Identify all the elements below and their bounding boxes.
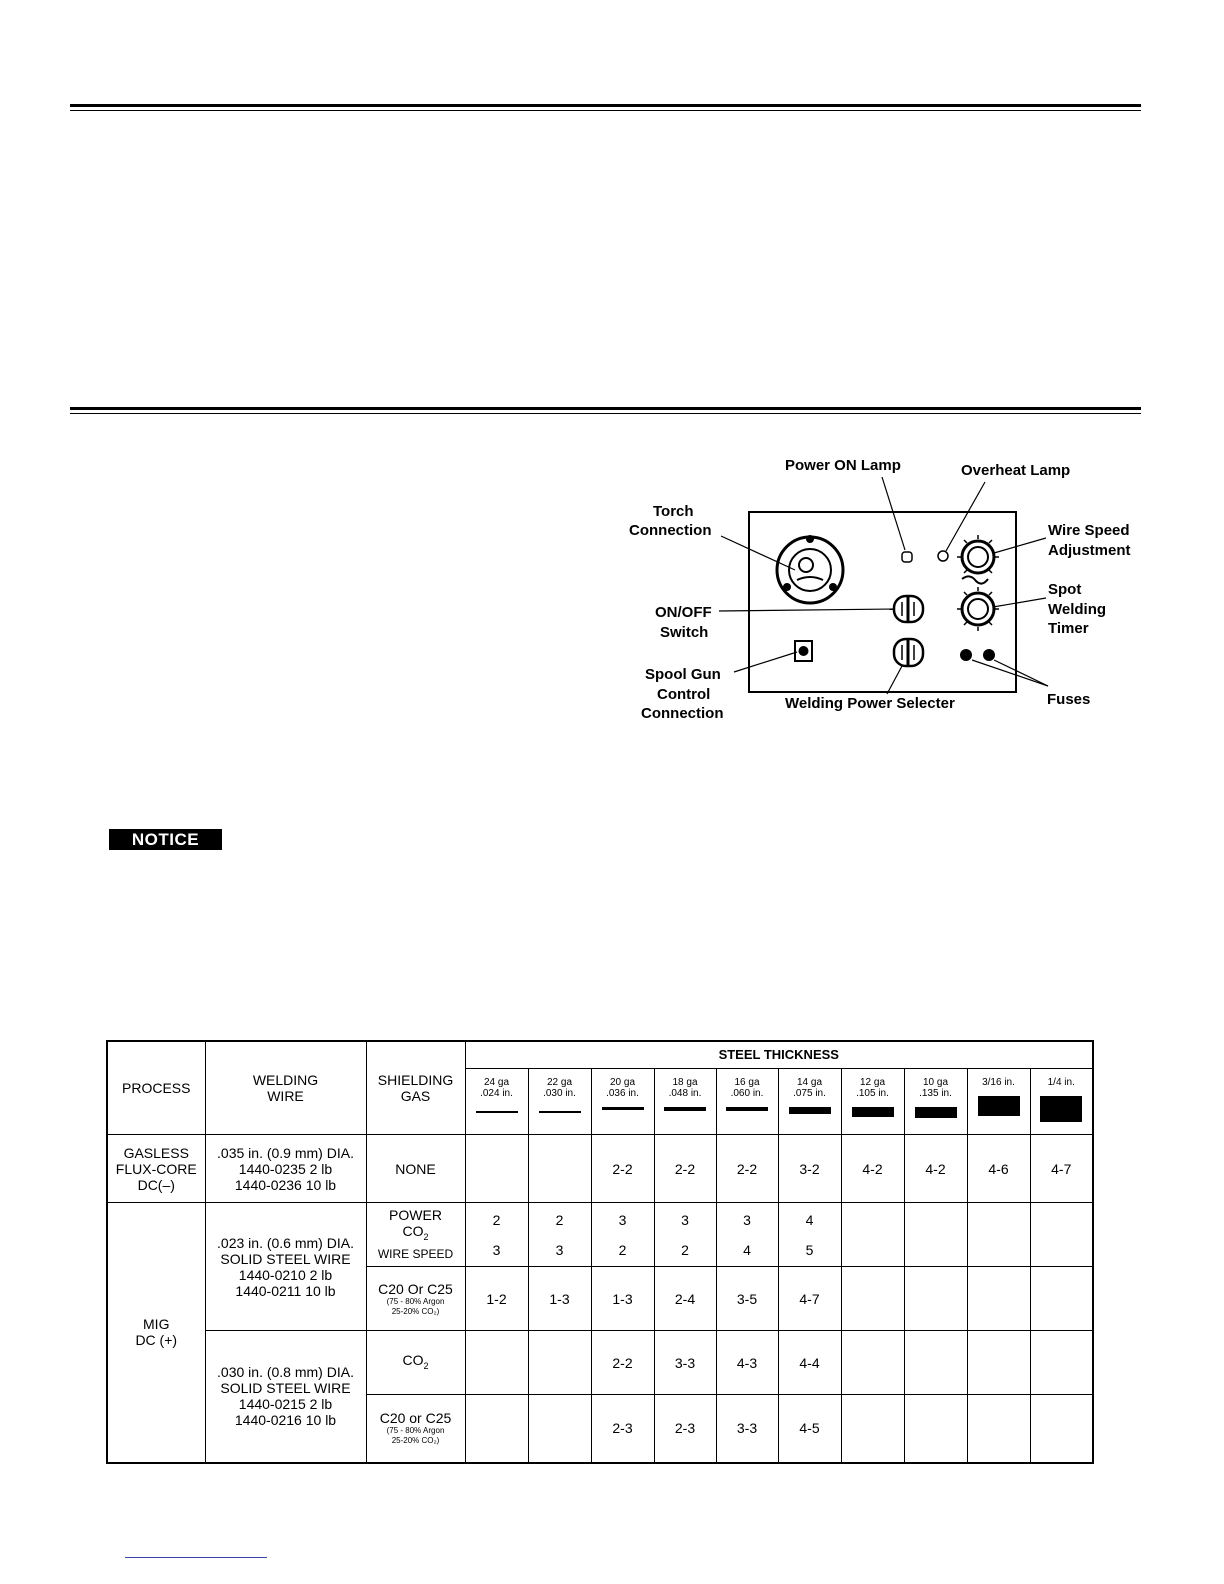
co2-power-gas-cell: POWER $CO_2$ WIRE SPEED — [366, 1203, 465, 1267]
gauge-header-cell — [904, 1069, 967, 1135]
wire-speed-label-line2: Adjustment — [1048, 542, 1131, 559]
spot-timer-label-line1: Spot — [1048, 581, 1082, 598]
thickness-bar — [852, 1107, 894, 1117]
wire-speed-value: 2 — [618, 1241, 627, 1258]
co2-gas-cell-030: $CO_2$ — [366, 1331, 465, 1395]
c20-023-setting-cell: 1-3 — [528, 1267, 591, 1331]
co2-power-speed-cell — [778, 1203, 841, 1267]
wire-speed-value — [905, 1242, 967, 1258]
co2-030-setting-cell — [904, 1331, 967, 1395]
wire-speed-value: 3 — [555, 1241, 564, 1258]
co2-power-speed-cell — [967, 1203, 1030, 1267]
c20-gas-cell-023: C20 Or C25 (75 - 80% Argon 25-20% CO₂) — [366, 1267, 465, 1331]
flux-setting-cell: 4-6 — [967, 1135, 1030, 1203]
torch-connector-icon — [777, 535, 843, 603]
mig-wire-030-cell: .030 in. (0.8 mm) DIA. SOLID STEEL WIRE 1440-0215 2 lb 1440-0216 10 lb — [205, 1331, 366, 1463]
flux-setting-cell: 2-2 — [591, 1135, 654, 1203]
power-value: 4 — [805, 1211, 814, 1228]
gauge-header-cell — [967, 1069, 1030, 1135]
spot-timer-label-line2: Welding — [1048, 601, 1107, 618]
gauge-label: 24 ga — [483, 1077, 510, 1088]
gauge-header-cell — [716, 1069, 778, 1135]
wire-speed-value — [968, 1242, 1030, 1258]
c20-023-setting-cell — [967, 1267, 1030, 1331]
flux-setting-cell — [528, 1135, 591, 1203]
gauge-header-cell — [778, 1069, 841, 1135]
power-value — [905, 1212, 967, 1228]
c20-030-setting-cell — [465, 1395, 528, 1463]
power-value: 2 — [555, 1211, 564, 1228]
power-value — [842, 1212, 904, 1228]
gauge-label: 22 ga — [546, 1077, 573, 1088]
thickness-bar — [539, 1111, 581, 1113]
c20-030-setting-cell — [1030, 1395, 1093, 1463]
co2-030-setting-cell — [967, 1331, 1030, 1395]
co2-030-setting-cell: 4-3 — [716, 1331, 778, 1395]
flux-setting-cell: 4-2 — [841, 1135, 904, 1203]
co2-030-setting-cell: 2-2 — [591, 1331, 654, 1395]
gauge-label: 3/16 in. — [982, 1077, 1015, 1088]
power-value: 2 — [492, 1211, 501, 1228]
wire-speed-value — [842, 1242, 904, 1258]
wire-speed-value: 4 — [743, 1241, 751, 1258]
c20-030-setting-cell — [841, 1395, 904, 1463]
c20-023-setting-cell: 1-2 — [465, 1267, 528, 1331]
section-rule — [70, 407, 1141, 414]
gauge-label: 12 ga — [859, 1077, 886, 1088]
thickness-bar — [726, 1107, 768, 1111]
power-selecter-label: Welding Power Selecter — [785, 695, 955, 712]
c20-030-setting-cell: 4-5 — [778, 1395, 841, 1463]
wire-speed-knob-icon — [957, 535, 999, 573]
gauge-inch-label: .075 in. — [793, 1088, 826, 1099]
c20-023-setting-cell: 3-5 — [716, 1267, 778, 1331]
co2-power-speed-cell — [591, 1203, 654, 1267]
co2-030-setting-cell: 4-4 — [778, 1331, 841, 1395]
steel-thickness-header: STEEL THICKNESS — [465, 1041, 1093, 1069]
spot-timer-label-line3: Timer — [1048, 620, 1089, 637]
gauge-header-cell — [841, 1069, 904, 1135]
spool-gun-connector-icon — [795, 641, 812, 661]
co2-030-setting-cell: 3-3 — [654, 1331, 716, 1395]
c20-023-setting-cell — [904, 1267, 967, 1331]
torch-connection-label-line2: Connection — [629, 522, 712, 539]
spot-timer-knob-icon — [957, 587, 999, 631]
gauge-label: 20 ga — [609, 1077, 636, 1088]
c20-023-setting-cell: 4-7 — [778, 1267, 841, 1331]
c20-030-setting-cell: 2-3 — [654, 1395, 716, 1463]
thickness-bar — [789, 1107, 831, 1114]
c20-030-setting-cell: 2-3 — [591, 1395, 654, 1463]
co2-power-speed-cell — [904, 1203, 967, 1267]
gauge-label: 18 ga — [672, 1077, 698, 1088]
power-value: 3 — [618, 1211, 627, 1228]
fuse-icon — [983, 649, 995, 661]
co2-power-speed-cell — [654, 1203, 716, 1267]
co2-power-speed-cell — [841, 1203, 904, 1267]
fuse-icon — [960, 649, 972, 661]
c20-030-setting-cell: 3-3 — [716, 1395, 778, 1463]
flux-setting-cell: 2-2 — [716, 1135, 778, 1203]
overheat-lamp-label: Overheat Lamp — [961, 462, 1071, 479]
process-header: PROCESS — [107, 1041, 205, 1135]
panel-outline — [749, 512, 1016, 692]
mig-process-cell: MIG DC (+) — [107, 1203, 205, 1463]
thickness-bar — [1040, 1096, 1082, 1122]
wire-header: WELDING WIRE — [205, 1041, 366, 1135]
co2-power-speed-cell — [528, 1203, 591, 1267]
power-selecter-switch-icon — [894, 639, 923, 666]
torch-connection-label-line1: Torch — [653, 503, 694, 520]
welding-settings-chart — [106, 1040, 1094, 1464]
thickness-bar — [664, 1107, 706, 1111]
c20-023-setting-cell: 2-4 — [654, 1267, 716, 1331]
co2-030-setting-cell — [465, 1331, 528, 1395]
power-value: 3 — [743, 1211, 751, 1228]
flux-wire-cell: .035 in. (0.9 mm) DIA. 1440-0235 2 lb 1440-0236 10 lb — [205, 1135, 366, 1203]
thickness-bar — [915, 1107, 957, 1118]
co2-power-speed-cell — [716, 1203, 778, 1267]
gauge-label: 16 ga — [734, 1077, 760, 1088]
power-value — [1031, 1212, 1093, 1228]
co2-030-setting-cell — [841, 1331, 904, 1395]
footer-link-underline — [125, 1557, 267, 1558]
gauge-header-cell — [465, 1069, 528, 1135]
spool-gun-label-line2: Control — [657, 686, 711, 703]
power-value — [968, 1212, 1030, 1228]
thickness-bar — [978, 1096, 1020, 1116]
co2-030-setting-cell — [1030, 1331, 1093, 1395]
mig-wire-023-cell: .023 in. (0.6 mm) DIA. SOLID STEEL WIRE 1440-0210 2 lb 1440-0211 10 lb — [205, 1203, 366, 1331]
c20-030-setting-cell — [528, 1395, 591, 1463]
c20-030-setting-cell — [904, 1395, 967, 1463]
co2-power-speed-cell — [465, 1203, 528, 1267]
power-on-lamp-icon — [902, 552, 912, 562]
co2-030-setting-cell — [528, 1331, 591, 1395]
flux-setting-cell: 4-2 — [904, 1135, 967, 1203]
leader-lines — [719, 477, 1048, 694]
c20-gas-cell-030: C20 or C25 (75 - 80% Argon 25-20% CO₂) — [366, 1395, 465, 1463]
on-off-label-line2: Switch — [660, 624, 709, 641]
gauge-inch-label: .024 in. — [480, 1088, 513, 1099]
gauge-label: 1/4 in. — [1047, 1077, 1075, 1088]
wire-speed-value: 5 — [805, 1241, 814, 1258]
notice-badge: NOTICE — [109, 829, 222, 850]
power-value: 3 — [681, 1211, 689, 1228]
spool-gun-label-line1: Spool Gun — [645, 666, 721, 683]
gauge-inch-label: .048 in. — [668, 1088, 702, 1099]
power-on-lamp-label: Power ON Lamp — [785, 457, 901, 474]
gauge-header-cell — [654, 1069, 716, 1135]
gauge-inch-label: .036 in. — [606, 1088, 639, 1099]
wire-speed-value — [1031, 1242, 1093, 1258]
gas-header: SHIELDING GAS — [366, 1041, 465, 1135]
spool-gun-label-line3: Connection — [641, 705, 724, 722]
gauge-header-cell — [591, 1069, 654, 1135]
flux-setting-cell: 2-2 — [654, 1135, 716, 1203]
gauge-inch-label: .135 in. — [919, 1088, 952, 1099]
c20-023-setting-cell — [841, 1267, 904, 1331]
wire-speed-value: 2 — [681, 1241, 689, 1258]
wire-speed-label-line1: Wire Speed — [1048, 522, 1130, 539]
gauge-label: 10 ga — [922, 1077, 949, 1088]
gauge-header-cell — [528, 1069, 591, 1135]
knob-link-icon — [962, 576, 988, 583]
wire-speed-value: 3 — [492, 1241, 501, 1258]
thickness-bar — [476, 1111, 518, 1113]
gauge-label: 14 ga — [796, 1077, 823, 1088]
flux-setting-cell: 4-7 — [1030, 1135, 1093, 1203]
gauge-inch-label: .105 in. — [856, 1088, 889, 1099]
thickness-bar — [602, 1107, 644, 1110]
flux-setting-cell: 3-2 — [778, 1135, 841, 1203]
flux-gas-cell: NONE — [366, 1135, 465, 1203]
flux-setting-cell — [465, 1135, 528, 1203]
on-off-switch-icon — [894, 596, 923, 622]
top-rule — [70, 104, 1141, 111]
flux-process-cell: GASLESS FLUX-CORE DC(–) — [107, 1135, 205, 1203]
fuses-label: Fuses — [1047, 691, 1091, 708]
c20-023-setting-cell: 1-3 — [591, 1267, 654, 1331]
c20-023-setting-cell — [1030, 1267, 1093, 1331]
c20-030-setting-cell — [967, 1395, 1030, 1463]
gauge-inch-label: .060 in. — [730, 1088, 764, 1099]
overheat-lamp-icon — [938, 551, 948, 561]
gauge-header-cell — [1030, 1069, 1093, 1135]
gauge-inch-label: .030 in. — [543, 1088, 576, 1099]
on-off-label-line1: ON/OFF — [655, 604, 712, 621]
co2-power-speed-cell — [1030, 1203, 1093, 1267]
